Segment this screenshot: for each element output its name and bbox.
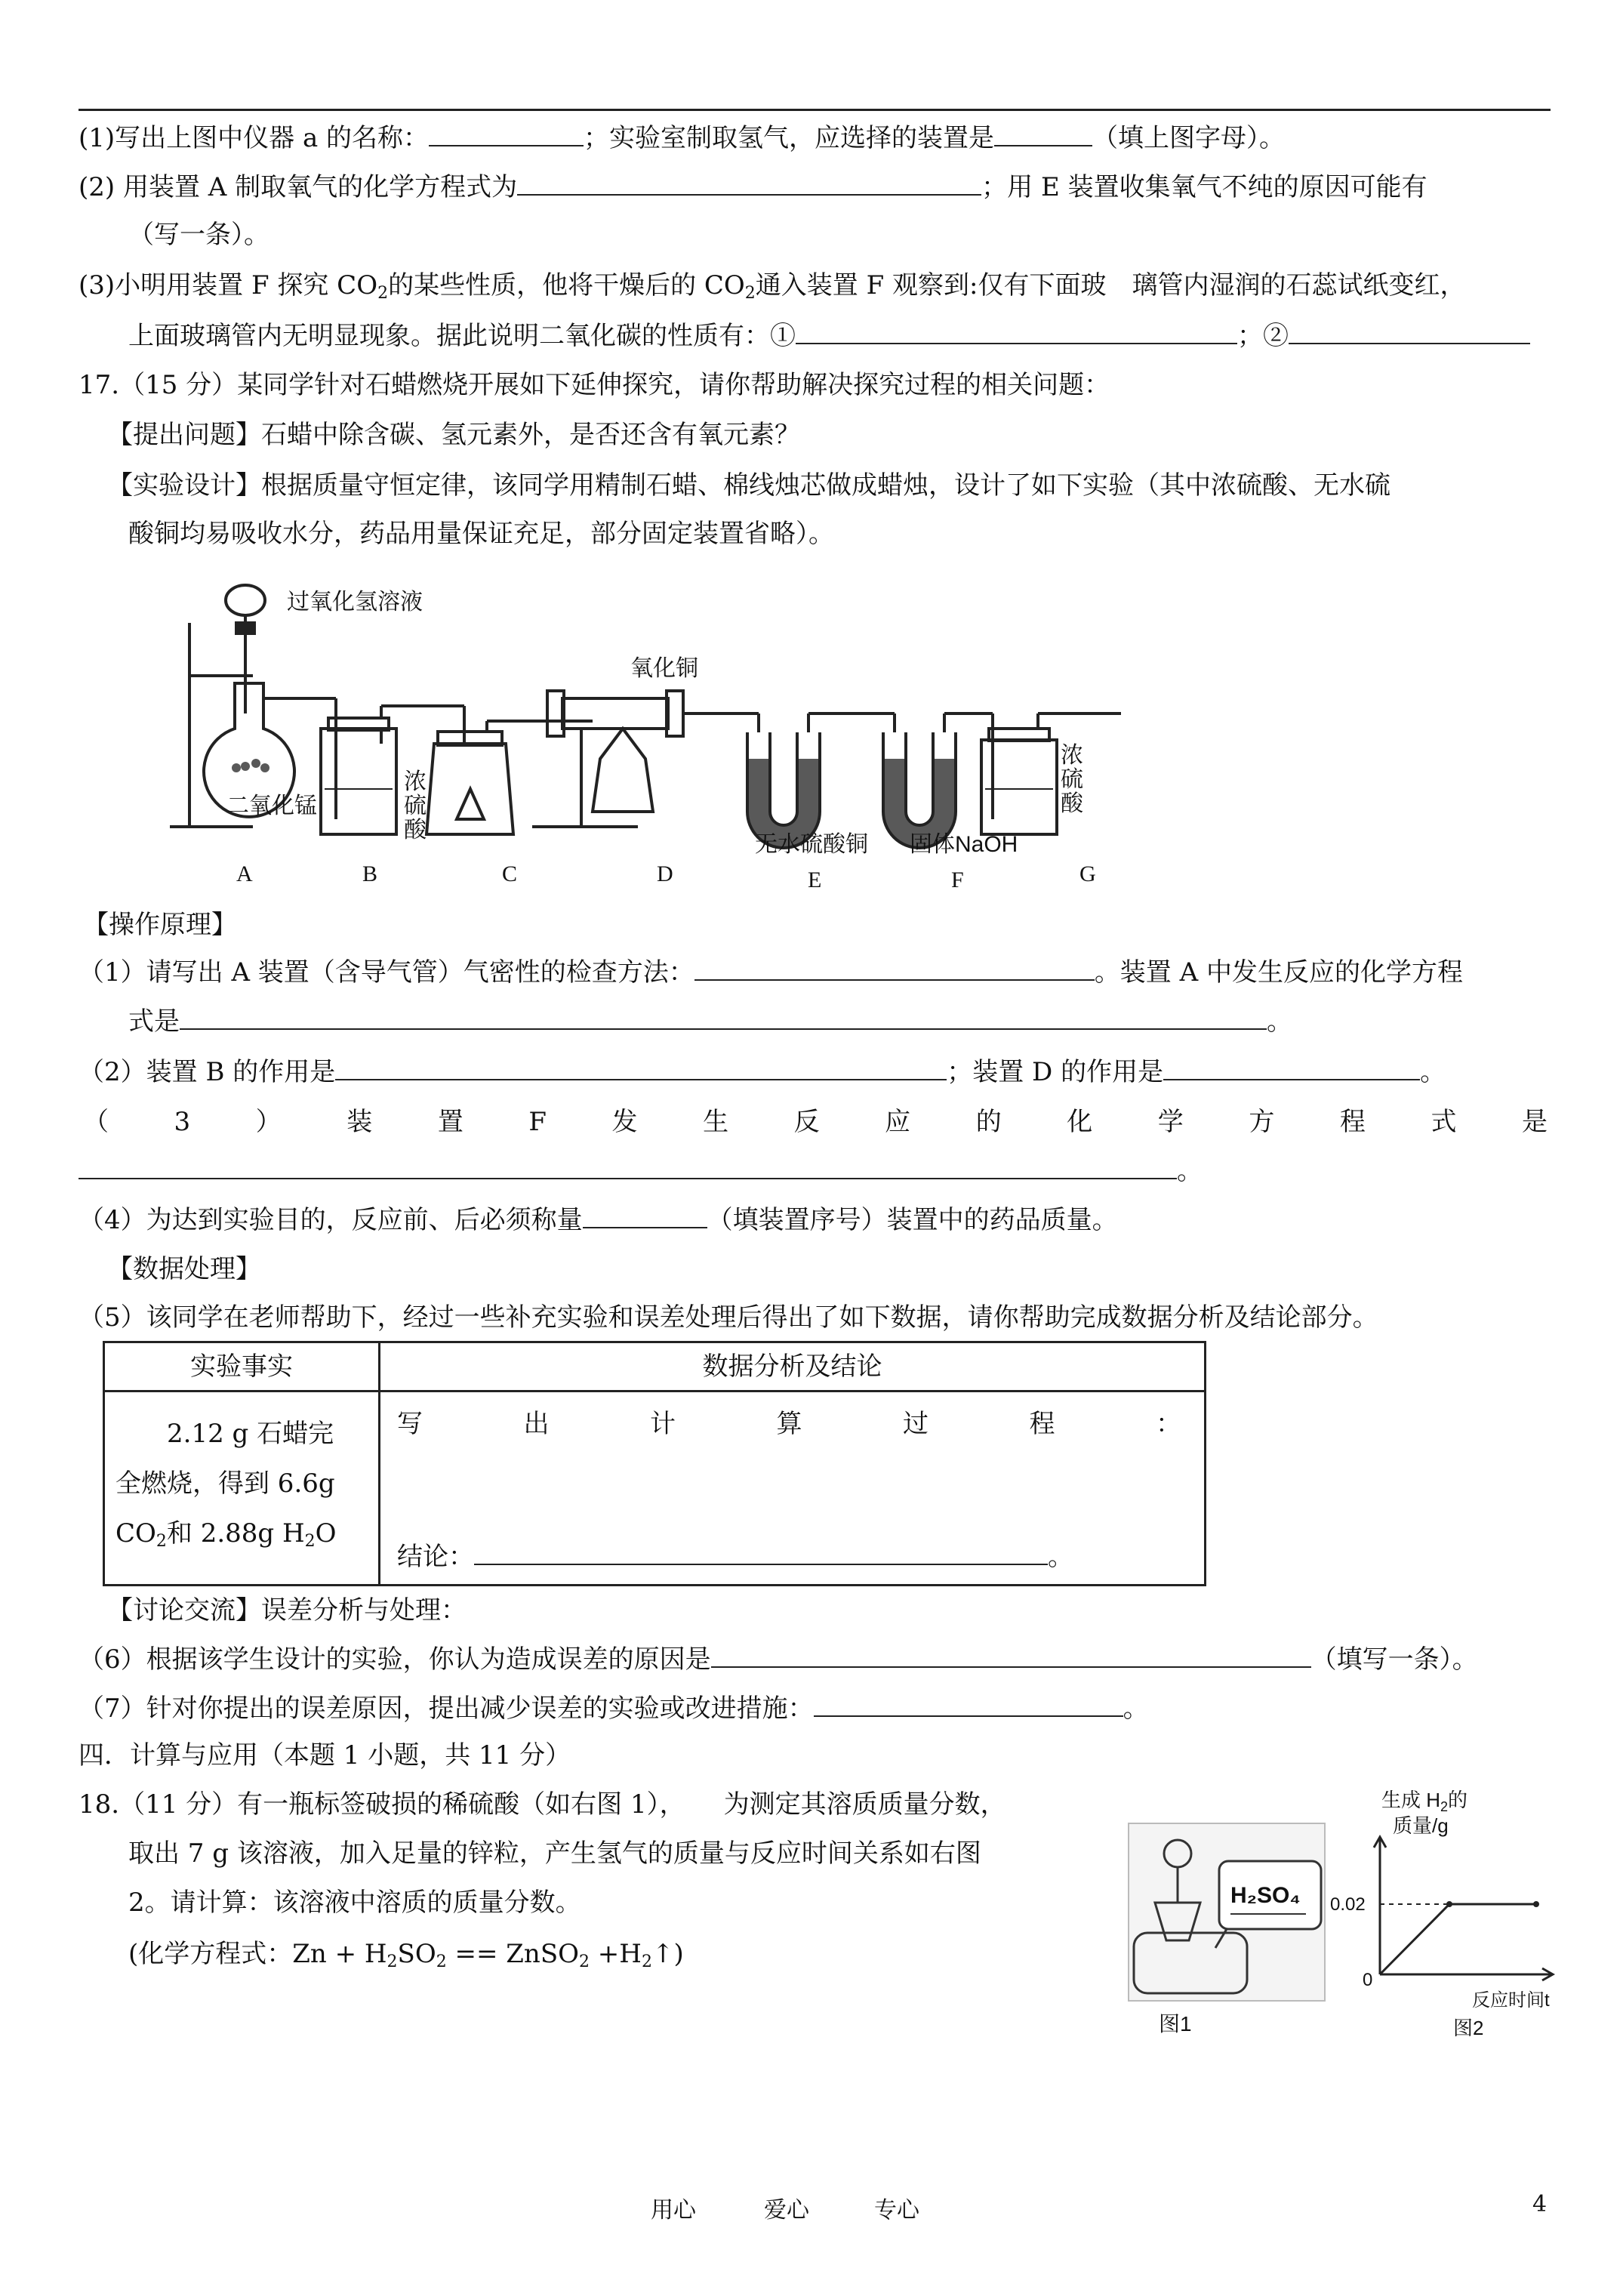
cuso4-fill <box>747 759 770 812</box>
answer-blank[interactable] <box>335 1056 947 1080</box>
op-1-cont: 式是 。 <box>128 1006 1292 1037</box>
label-cuo: 氧化铜 <box>630 656 698 681</box>
answer-blank[interactable] <box>79 1155 1177 1179</box>
answer-blank[interactable] <box>1163 1056 1420 1080</box>
answer-blank[interactable] <box>814 1693 1123 1717</box>
fig1-formula: H₂SO₄ <box>1230 1883 1301 1908</box>
separatory-funnel <box>226 585 265 615</box>
q18-line2: 取出 7 g 该溶液，加入足量的锌粒，产生氢气的质量与反应时间关系如右图 <box>128 1838 981 1869</box>
table-header-row <box>104 1342 1206 1391</box>
answer-blank[interactable] <box>474 1541 1048 1565</box>
label-cuso4: 无水硫酸铜 <box>755 832 868 857</box>
q16-part3: (3)小明用装置 F 探究 $CO_2$的某些性质，他将干燥后的 $CO_2$通入装置 F 观察到:仅有下面玻 璃管内湿润的石蕊试纸变红， <box>79 270 1466 303</box>
conclusion: 结论： 。 <box>397 1542 1073 1572</box>
label-h2so4-b-1: 浓 <box>404 769 427 794</box>
q17-design-line2: 酸铜均易吸收水分，药品用量保证充足，部分固定装置省略）。 <box>128 519 834 549</box>
op-head: 【操作原理】 <box>83 910 237 940</box>
fig2-ytick: 0.02 <box>1330 1894 1366 1915</box>
answer-blank[interactable] <box>180 1006 1267 1030</box>
answer-blank[interactable] <box>796 320 1237 344</box>
answer-blank[interactable] <box>694 957 1095 981</box>
calc-prompt: 写 出 计 算 过 程 ： <box>397 1409 1181 1439</box>
candle <box>457 789 484 819</box>
label-h2so4-g-1: 浓 <box>1061 743 1083 768</box>
analysis-cell[interactable] <box>380 1391 1206 1586</box>
op-1: （1）请写出 A 装置（含导气管）气密性的检查方法： 。装置 A 中发生反应的化学方程 <box>79 957 1463 988</box>
label-h2so4-g-3: 酸 <box>1061 791 1083 816</box>
q16-part1: (1)写出上图中仪器 a 的名称： ；实验室制取氢气，应选择的装置是 （填上图字母）。 <box>79 123 1286 153</box>
experiment-fact: 2.12 g 石蜡完 全燃烧，得到 6.6g $CO_2$和 2.88g $H_2O$ <box>104 1391 380 1586</box>
data-head: 【数据处理】 <box>107 1254 261 1284</box>
q16-part2: (2) 用装置 A 制取氧气的化学方程式为 ；用 E 装置收集氧气不纯的原因可能有 <box>79 172 1427 202</box>
op-7: （7）针对你提出的误差原因，提出减少误差的实验或改进措施： 。 <box>79 1693 1149 1724</box>
section-4-title: 四．计算与应用（本题 1 小题，共 11 分） <box>79 1740 571 1771</box>
apparatus-diagram <box>170 570 1155 895</box>
op-5: （5）该同学在老师帮助下，经过一些补充实验和误差处理后得出了如下数据，请你帮助完成数据分析及结论部分。 <box>79 1302 1378 1333</box>
op-3: （ 3 ） 装 置 F 发 生 反 应 的 化 学 方 程 式 是 <box>83 1107 1548 1137</box>
label-h2so4-b-3: 酸 <box>404 818 427 843</box>
letter-f: F <box>951 868 964 892</box>
op-3-cont: 。 <box>79 1154 1203 1188</box>
op-4: （4）为达到实验目的，反应前、后必须称量 （填装置序号）装置中的药品质量。 <box>79 1205 1118 1235</box>
letter-b: B <box>362 861 378 886</box>
top-rule <box>79 109 1551 111</box>
answer-blank[interactable] <box>429 122 584 146</box>
discussion: 【讨论交流】误差分析与处理： <box>107 1595 467 1626</box>
letter-d: D <box>657 861 673 886</box>
footer-motto-2: 爱心 <box>764 2197 809 2224</box>
data-table <box>103 1341 1206 1586</box>
q17-design-line1: 【实验设计】根据质量守恒定律，该同学用精制石蜡、棉线烛芯做成蜡烛，设计了如下实验（其中浓硫酸、无水硫 <box>107 470 1390 501</box>
footer-motto-3: 专心 <box>874 2197 919 2224</box>
label-h2so4-b-2: 硫 <box>404 794 427 818</box>
figure-2-chart <box>1329 1786 1570 2046</box>
fig1-caption: 图1 <box>1159 2012 1192 2036</box>
op-2: （2）装置 B 的作用是 ；装置 D 的作用是 。 <box>79 1057 1446 1087</box>
letter-a: A <box>236 861 253 886</box>
answer-blank[interactable] <box>994 122 1092 146</box>
q18-line3: 2。请计算：该溶液中溶质的质量分数。 <box>128 1888 581 1918</box>
q17-question: 【提出问题】石蜡中除含碳、氢元素外，是否还含有氧元素？ <box>107 420 800 450</box>
label-mno2: 二氧化锰 <box>226 794 317 818</box>
fig2-series-line <box>1380 1904 1536 1974</box>
q18-equation: (化学方程式：$Zn + H_2SO_2$ == ZnSO$_2$ $+H_2↑$) <box>128 1939 684 1971</box>
table-header-fact: 实验事实 <box>104 1342 380 1391</box>
q16-part2-cont: （写一条）。 <box>128 220 269 250</box>
q16-part3-cont: 上面玻璃管内无明显现象。据此说明二氧化碳的性质有：① ；② <box>128 319 1530 353</box>
footer-motto-1: 用心 <box>651 2197 696 2224</box>
q18-line1: 18.（11 分）有一瓶标签破损的稀硫酸（如右图 1）， 为测定其溶质质量分数， <box>79 1789 1006 1820</box>
answer-blank[interactable] <box>711 1644 1311 1668</box>
fig2-caption: 图2 <box>1453 2017 1484 2039</box>
label-h2o2: 过氧化氢溶液 <box>287 590 423 615</box>
fig2-ylabel-unit: 质量/g <box>1393 1814 1449 1837</box>
bottle-b <box>321 729 396 834</box>
letter-c: C <box>502 861 518 886</box>
fig2-origin: 0 <box>1363 1970 1373 1990</box>
table-row <box>104 1391 1206 1586</box>
combustion-tube <box>562 698 668 729</box>
alcohol-lamp <box>593 729 653 812</box>
fig2-point-plateau-end <box>1533 1901 1539 1907</box>
letter-e: E <box>808 868 822 892</box>
letter-g: G <box>1079 861 1096 886</box>
op-6: （6）根据该学生设计的实验，你认为造成误差的原因是 （填写一条）。 <box>79 1644 1478 1675</box>
answer-blank[interactable] <box>1289 320 1530 344</box>
label-h2so4-g-2: 硫 <box>1061 767 1083 792</box>
answer-blank[interactable] <box>583 1204 707 1228</box>
fig2-ylabel: 生成 $H_2$的 <box>1381 1789 1468 1814</box>
label-naoh: 固体NaOH <box>910 832 1018 857</box>
naoh-fill <box>883 759 906 812</box>
answer-blank[interactable] <box>517 171 981 196</box>
figure-1 <box>1125 1820 1329 2039</box>
q17-title: 17.（15 分）某同学针对石蜡燃烧开展如下延伸探究，请你帮助解决探究过程的相关问题： <box>79 370 1110 400</box>
fig2-point-plateau-start <box>1446 1901 1452 1907</box>
fig2-xlabel: 反应时间t <box>1472 1990 1550 2011</box>
table-header-analysis: 数据分析及结论 <box>380 1342 1206 1391</box>
page-number: 4 <box>1532 2191 1548 2217</box>
